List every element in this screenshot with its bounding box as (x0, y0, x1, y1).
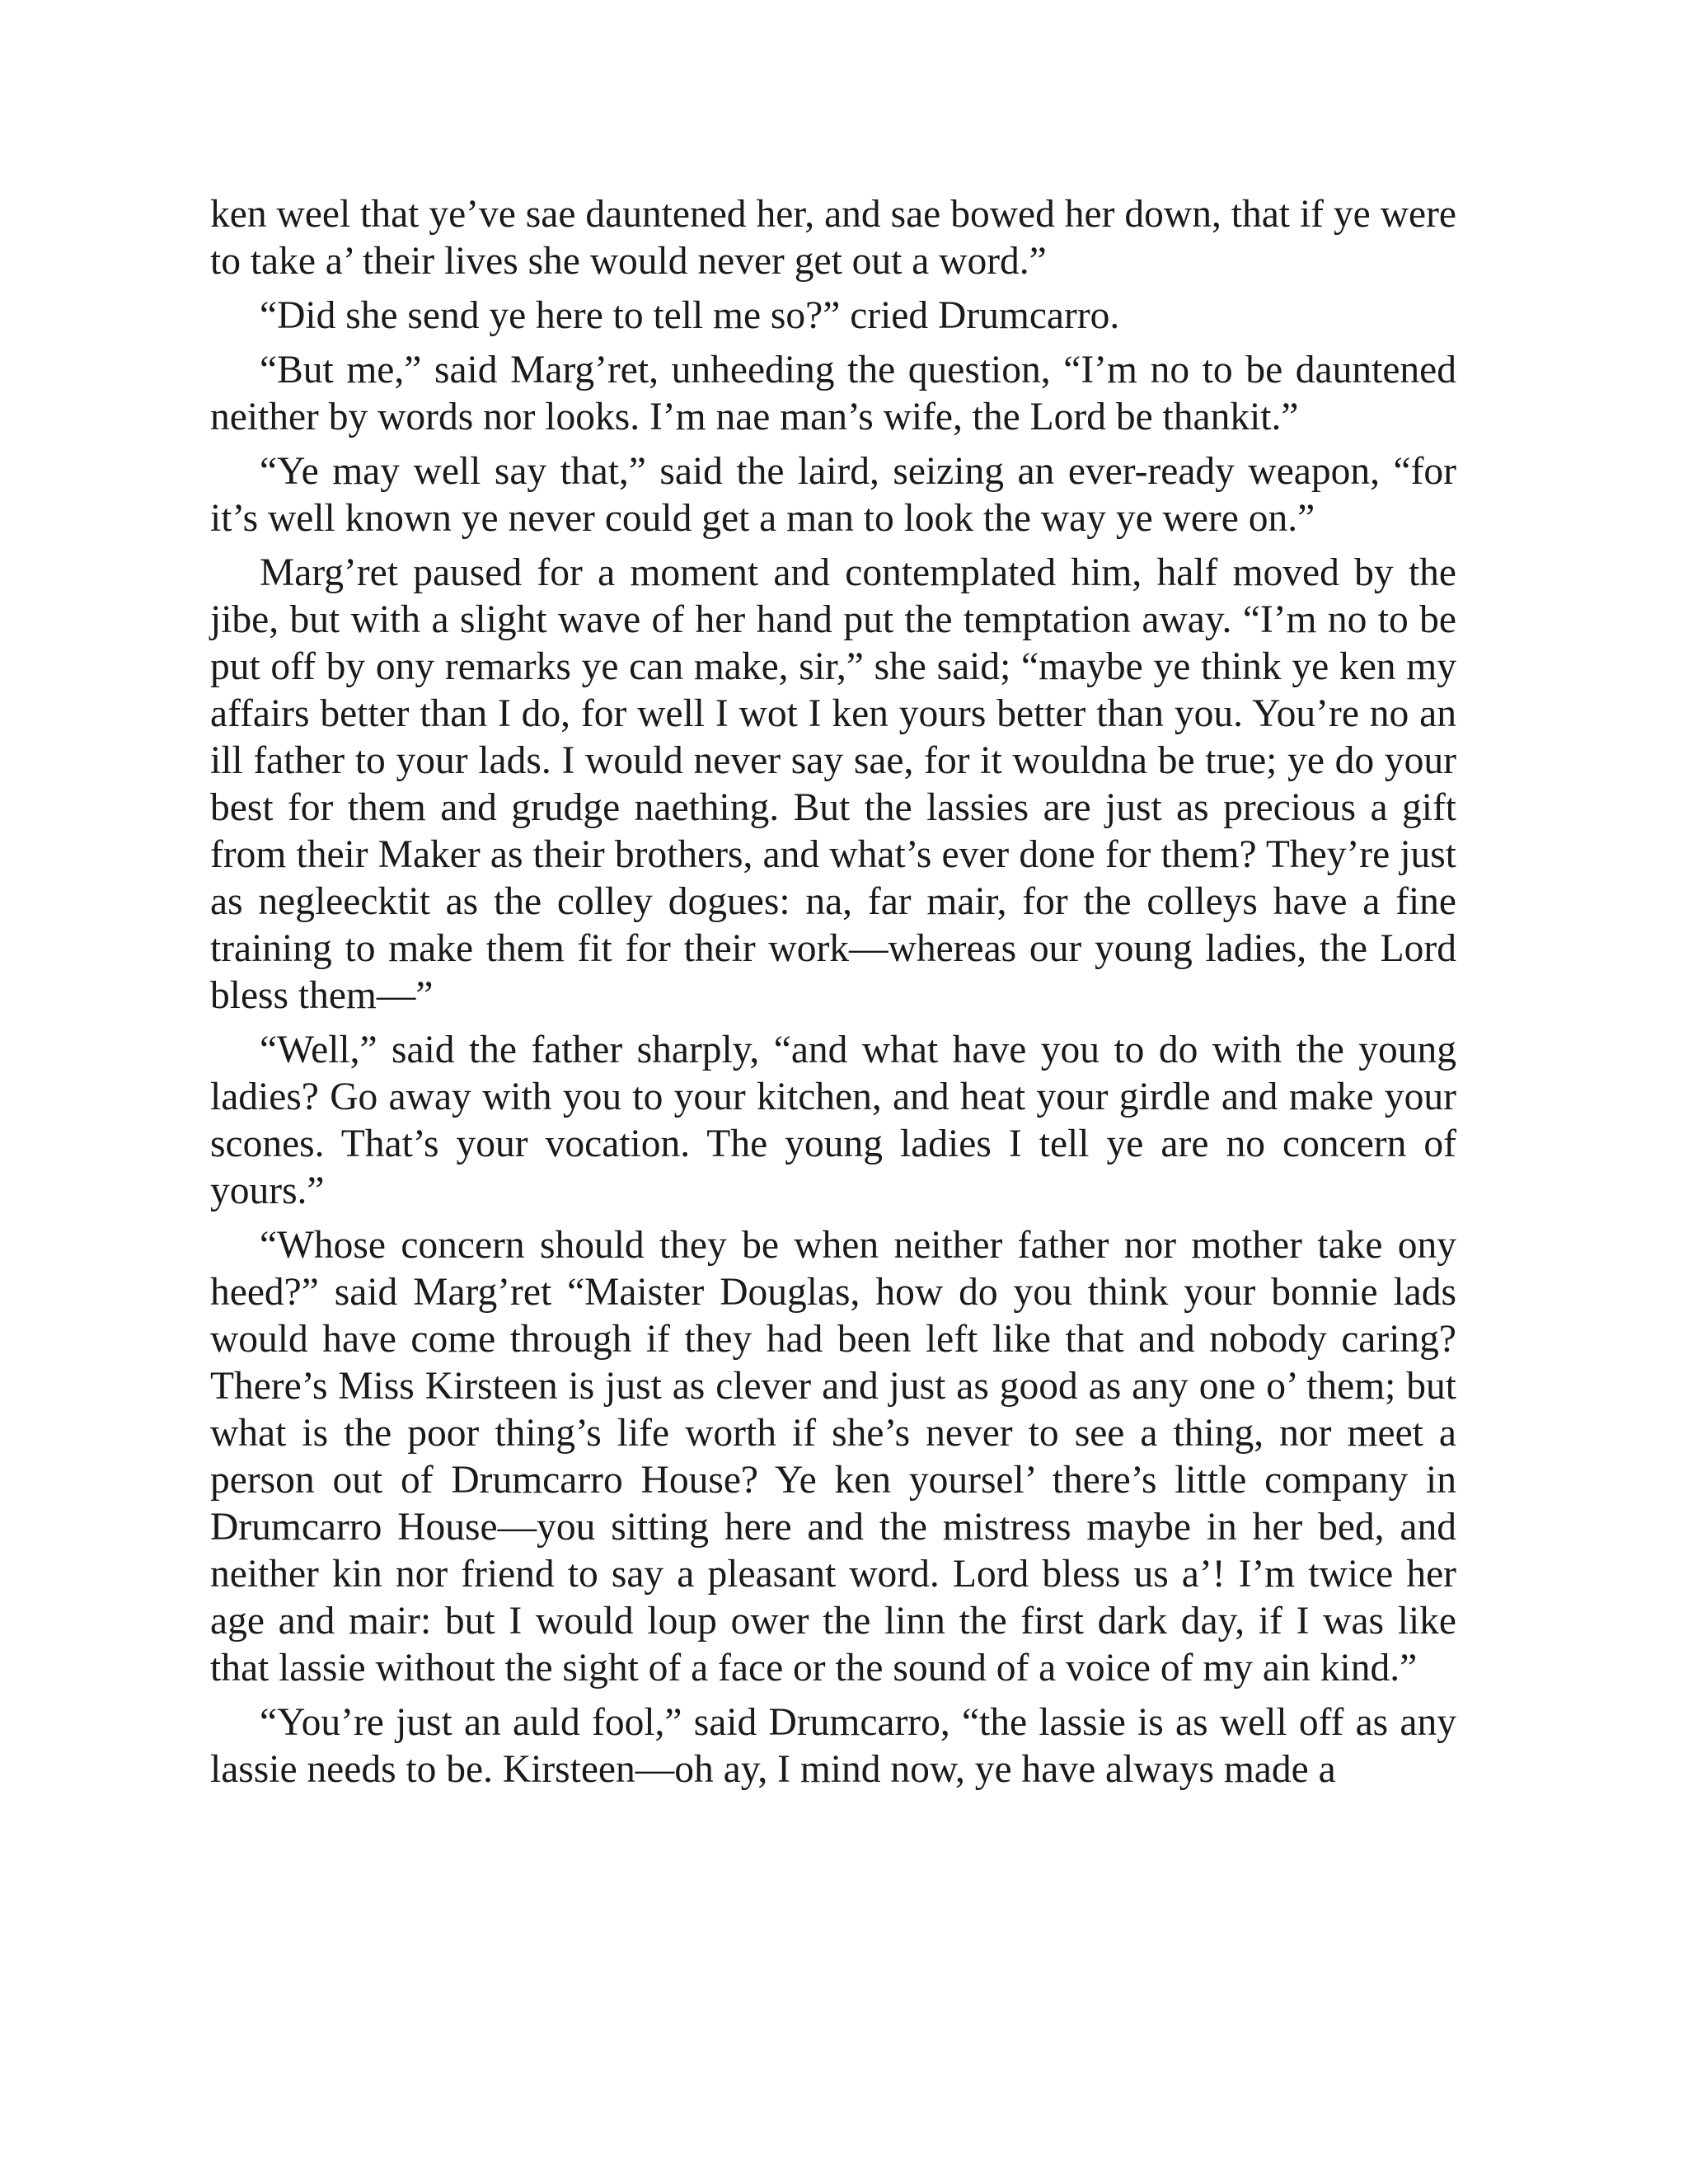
body-text (210, 191, 1456, 1793)
paragraph-1: ken weel that ye’ve sae dauntened her, and sae bowed her down, that if ye were to take a’ their lives she would never get out a word.” (210, 193, 1456, 283)
paragraph-6: “Well,” said the father sharply, “and what have you to do with the young ladies? Go away with you to your kitchen, and heat your girdle and make your scones. That’s your vocation. The young ladies I tell ye are no concern of yours.” (210, 1029, 1456, 1212)
paragraph-2: “Did she send ye here to tell me so?” cried Drumcarro. (260, 294, 1120, 337)
paragraph-3: “But me,” said Marg’ret, unheeding the question, “I’m no to be dauntened neither by words nor looks. I’m nae man’s wife, the Lord be thankit.” (210, 349, 1456, 438)
paragraph-5: Marg’ret paused for a moment and contemplated him, half moved by the jibe, but with a slight wave of her hand put the temptation away. “I’m no to be put off by ony remarks ye can make, sir,” she said; “maybe ye think ye ken my affairs better than I do, for well I wot I ken yours better than you. You’re no an ill father to your lads. I would never say sae, for it wouldna be true; ye do your best for them and grudge naething. But the lassies are just as precious a gift from their Maker as their brothers, and what’s ever done for them? They’re just as negleecktit as the colley dogues: na, far mair, for the colleys have a fine training to make them fit for their work—whereas our young ladies, the Lord bless them—” (210, 551, 1456, 1017)
paragraph-7: “Whose concern should they be when neither father nor mother take ony heed?” said Marg’ret “Maister Douglas, how do you think your bonnie lads would have come through if they had been left like that and nobody caring? There’s Miss Kirsteen is just as clever and just as good as any one o’ them; but what is the poor thing’s life worth if she’s never to see a thing, nor meet a person out of Drumcarro House? Ye ken yoursel’ there’s little company in Drumcarro House—you sitting here and the mistress maybe in her bed, and neither kin nor friend to say a pleasant word. Lord bless us a’! I’m twice her age and mair: but I would loup ower the linn the first dark day, if I was like that lassie without the sight of a face or the sound of a voice of my ain kind.” (210, 1224, 1456, 1690)
paragraph-4: “Ye may well say that,” said the laird, seizing an ever-ready weapon, “for it’s well known ye never could get a man to look the way ye were on.” (210, 450, 1456, 540)
paragraph-8: “You’re just an auld fool,” said Drumcarro, “the lassie is as well off as any lassie needs to be. Kirsteen—oh ay, I mind now, ye have always made a (210, 1701, 1456, 1791)
